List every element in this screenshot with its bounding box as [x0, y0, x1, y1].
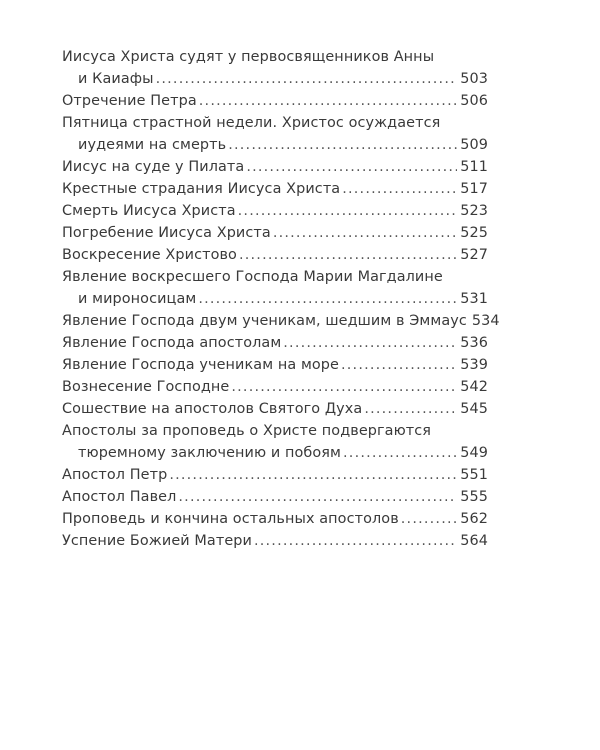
toc-entry-title-continuation: иудеями на смерть — [78, 137, 227, 153]
toc-entry-page: 503 — [460, 71, 488, 87]
dot-leader — [246, 156, 457, 178]
toc-entry-page: 549 — [460, 445, 488, 461]
toc-entry — [62, 112, 488, 156]
toc-entry-page: 562 — [460, 511, 488, 527]
dot-leader — [169, 464, 457, 486]
toc-entry-page: 555 — [460, 489, 488, 505]
toc-entry — [62, 486, 488, 508]
table-of-contents — [62, 46, 500, 552]
toc-entry-page: 542 — [460, 379, 488, 395]
toc-entry — [62, 420, 488, 464]
toc-entry-title: Явление Господа ученикам на море — [62, 357, 339, 373]
toc-entry-page: 517 — [460, 181, 488, 197]
toc-entry-title: Воскресение Христово — [62, 247, 237, 263]
toc-entry-title: Явление Господа двум ученикам, шедшим в Эммаус — [62, 313, 467, 329]
toc-entry-page: 511 — [460, 159, 488, 175]
toc-entry-title: Явление Господа апостолам — [62, 335, 282, 351]
dot-leader — [198, 288, 457, 310]
dot-leader — [283, 332, 457, 354]
toc-entry-title-continuation: и мироносицам — [78, 291, 197, 307]
toc-entry — [62, 530, 488, 552]
toc-entry-title-continuation: тюремному заключению и побоям — [78, 445, 342, 461]
toc-entry — [62, 266, 488, 310]
dot-leader — [228, 134, 457, 156]
dot-leader — [178, 486, 457, 508]
toc-entry — [62, 222, 488, 244]
toc-entry-title: Отречение Петра — [62, 93, 197, 109]
toc-entry-title: Апостол Петр — [62, 467, 168, 483]
dot-leader — [199, 90, 457, 112]
dot-leader — [343, 442, 457, 464]
dot-leader — [341, 354, 457, 376]
toc-entry-page: 536 — [460, 335, 488, 351]
toc-entry — [62, 90, 488, 112]
toc-entry-page: 564 — [460, 533, 488, 549]
toc-entry — [62, 310, 500, 332]
dot-leader — [273, 222, 457, 244]
toc-entry-title: Крестные страдания Иисуса Христа — [62, 181, 341, 197]
toc-entry-title: Вознесение Господне — [62, 379, 230, 395]
toc-entry-page: 525 — [460, 225, 488, 241]
toc-entry-page: 531 — [460, 291, 488, 307]
toc-entry-title: Успение Божией Матери — [62, 533, 252, 549]
toc-entry-title: Апостол Павел — [62, 489, 177, 505]
toc-entry-page: 509 — [460, 137, 488, 153]
dot-leader — [342, 178, 457, 200]
dot-leader — [156, 68, 458, 90]
toc-entry — [62, 178, 488, 200]
toc-entry-page: 527 — [460, 247, 488, 263]
toc-entry-title: Иисус на суде у Пилата — [62, 159, 245, 175]
toc-entry — [62, 332, 488, 354]
toc-entry-page: 551 — [460, 467, 488, 483]
dot-leader — [254, 530, 457, 552]
toc-entry — [62, 508, 488, 530]
toc-entry-title: Пятница страстной недели. Христос осуждается — [62, 115, 441, 131]
toc-entry-title: Проповедь и кончина остальных апостолов — [62, 511, 399, 527]
toc-entry — [62, 46, 488, 90]
toc-entry-title: Погребение Иисуса Христа — [62, 225, 271, 241]
toc-entry-page: 545 — [460, 401, 488, 417]
toc-entry-title-continuation: и Каиафы — [78, 71, 154, 87]
dot-leader — [364, 398, 457, 420]
toc-entry-title: Смерть Иисуса Христа — [62, 203, 236, 219]
dot-leader — [231, 376, 457, 398]
toc-entry — [62, 376, 488, 398]
toc-entry — [62, 464, 488, 486]
toc-entry — [62, 244, 488, 266]
toc-entry-title: Явление воскресшего Господа Марии Магдалине — [62, 269, 443, 285]
dot-leader — [238, 200, 458, 222]
toc-entry-title: Апостолы за проповедь о Христе подвергаются — [62, 423, 432, 439]
toc-entry — [62, 398, 488, 420]
toc-entry-title: Иисуса Христа судят у первосвященников Анны — [62, 49, 435, 65]
toc-entry-page: 539 — [460, 357, 488, 373]
toc-entry-title: Сошествие на апостолов Святого Духа — [62, 401, 363, 417]
toc-entry-page: 534 — [471, 313, 500, 329]
toc-entry — [62, 156, 488, 178]
toc-entry-page: 523 — [460, 203, 488, 219]
toc-entry — [62, 200, 488, 222]
dot-leader — [239, 244, 457, 266]
toc-entry-page: 506 — [460, 93, 488, 109]
toc-entry — [62, 354, 488, 376]
dot-leader — [401, 508, 457, 530]
